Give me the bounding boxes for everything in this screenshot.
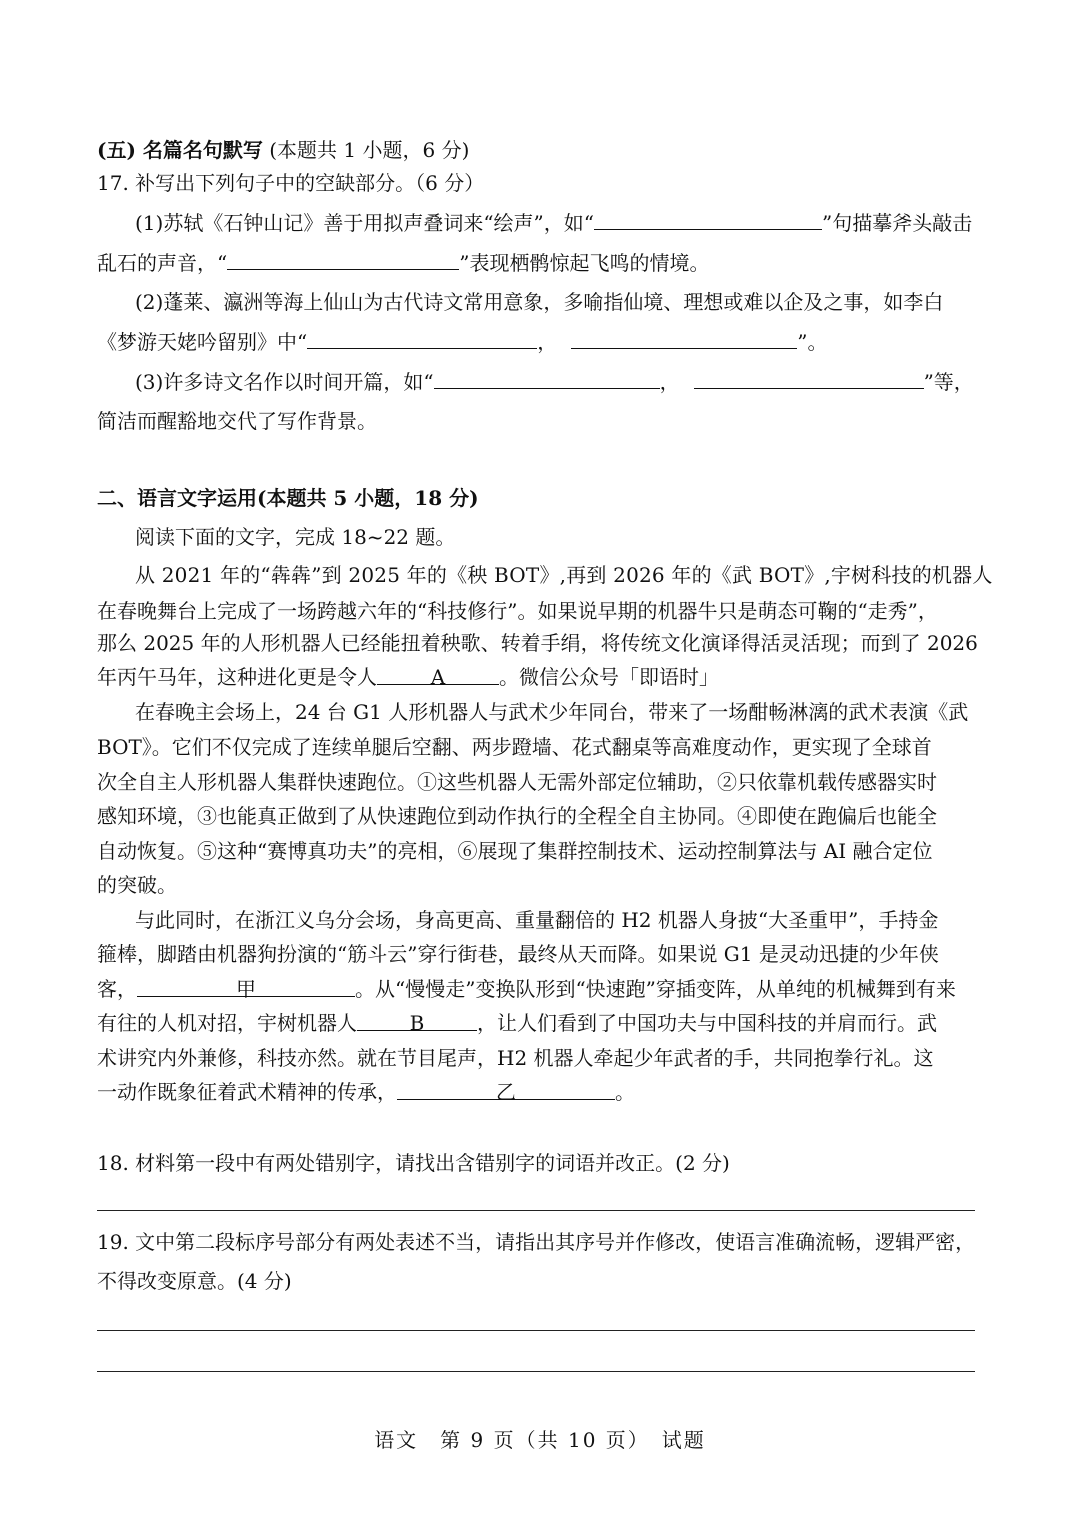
question-18: 18. 材料第一段中有两处错别字，请找出含错别字的词语并改正。(2 分): [97, 1151, 730, 1175]
text: 年丙午马年，这种进化更是令人: [97, 665, 377, 689]
text: 。: [615, 1080, 635, 1104]
para2-line6: 的突破。: [97, 873, 177, 897]
answer-line-19b[interactable]: [97, 1371, 975, 1372]
para2-line1: 在春晚主会场上，24 台 G1 人形机器人与武术少年同台，带来了一场酣畅淋漓的武术表演《武: [135, 700, 969, 724]
section5-note: (本题共 1 小题，6 分): [269, 138, 470, 162]
q17-part1-line2: [97, 247, 709, 278]
para1-line3: 那么 2025 年的人形机器人已经能扭着秧歌、转着手绢，将传统文化演译得活灵活现；而到了 2026: [97, 631, 978, 655]
text: 乱石的声音，“: [97, 251, 228, 275]
para3-line3: [97, 974, 956, 1004]
section2-title: 二、语言文字运用(本题共 5 小题，18 分): [97, 486, 479, 510]
para1-line2: 在春晚舞台上完成了一场跨越六年的“科技修行”。如果说早期的机器牛只是萌态可鞠的“走秀”，: [97, 599, 938, 623]
text: ，: [537, 330, 558, 354]
blank-yi[interactable]: 乙: [397, 1077, 615, 1100]
para1-line1: 从 2021 年的“犇犇”到 2025 年的《秧 BOT》,再到 2026 年的《武 BOT》,宇树科技的机器人: [135, 563, 993, 587]
answer-blank[interactable]: [434, 366, 660, 389]
text: ”表现栖鹘惊起飞鸣的情境。: [459, 251, 710, 275]
para2-line2: BOT》。它们不仅完成了连续单腿后空翻、两步蹬墙、花式翻桌等高难度动作，更实现了全球首: [97, 735, 932, 759]
para3-line1: 与此同时，在浙江义乌分会场，身高更高、重量翻倍的 H2 机器人身披“大圣重甲”，手持金: [135, 908, 939, 932]
text: ”等，: [923, 370, 974, 394]
page-footer: 语文 第 9 页（共 10 页） 试题: [374, 1428, 706, 1452]
text: 有往的人机对招，宇树机器人: [97, 1011, 357, 1035]
text: (3)许多诗文名作以时间开篇，如“: [135, 370, 434, 394]
question-17: 17. 补写出下列句子中的空缺部分。（6 分）: [97, 171, 485, 195]
text: 。微信公众号「即语时」: [499, 665, 719, 689]
section5-heading: [97, 135, 469, 165]
answer-line-19a[interactable]: [97, 1330, 975, 1331]
answer-blank[interactable]: [571, 326, 797, 349]
q17-part1-line1: [135, 207, 972, 238]
answer-line-18[interactable]: [97, 1210, 975, 1211]
answer-blank[interactable]: [227, 247, 459, 270]
q17-part2-line2: [97, 326, 827, 357]
q17-part3-line2: 简洁而醒豁地交代了写作背景。: [97, 409, 377, 433]
text: ”句描摹斧头敲击: [822, 211, 973, 235]
text: ，让人们看到了中国功夫与中国科技的并肩而行。武: [477, 1011, 937, 1035]
text: 。从“慢慢走”变换队形到“快速跑”穿插变阵，从单纯的机械舞到有来: [355, 977, 956, 1001]
text: ，: [659, 370, 680, 394]
para2-line4: 感知环境，③也能真正做到了从快速跑位到动作执行的全程全自主协同。④即使在跑偏后也能全: [97, 804, 937, 828]
q17-part3-line1: [135, 366, 974, 397]
section5-title: (五) 名篇名句默写: [97, 138, 263, 162]
text: 客，: [97, 977, 137, 1001]
para3-line4: [97, 1008, 937, 1038]
text: ”。: [797, 330, 828, 354]
answer-blank[interactable]: [694, 366, 924, 389]
para1-line4: [97, 662, 719, 692]
text: 《梦游天姥吟留别》中“: [97, 330, 308, 354]
answer-blank[interactable]: [307, 326, 537, 349]
answer-blank[interactable]: [594, 207, 822, 230]
para2-line5: 自动恢复。⑤这种“赛博真功夫”的亮相，⑥展现了集群控制技术、运动控制算法与 AI 融合定位: [97, 839, 933, 863]
question-19-line1: 19. 文中第二段标序号部分有两处表述不当，请指出其序号并作修改，使语言准确流畅，逻辑严密，: [97, 1230, 976, 1254]
blank-B[interactable]: B: [357, 1008, 477, 1031]
q17-part2-line1: (2)蓬莱、瀛洲等海上仙山为古代诗文常用意象，多喻指仙境、理想或难以企及之事，如李白: [135, 290, 944, 314]
section2-intro: 阅读下面的文字，完成 18~22 题。: [135, 525, 456, 549]
para3-line6: [97, 1077, 635, 1107]
question-19-line2: 不得改变原意。(4 分): [97, 1269, 292, 1293]
para3-line5: 术讲究内外兼修，科技亦然。就在节目尾声，H2 机器人牵起少年武者的手，共同抱拳行礼。这: [97, 1046, 934, 1070]
blank-jia[interactable]: 甲: [137, 974, 355, 997]
para2-line3: 次全自主人形机器人集群快速跑位。①这些机器人无需外部定位辅助，②只依靠机载传感器实时: [97, 770, 937, 794]
text: 一动作既象征着武术精神的传承，: [97, 1080, 397, 1104]
para3-line2: 箍棒，脚踏由机器狗扮演的“筋斗云”穿行街巷，最终从天而降。如果说 G1 是灵动迅捷的少年侠: [97, 942, 939, 966]
blank-A[interactable]: A: [377, 662, 499, 685]
text: (1)苏轼《石钟山记》善于用拟声叠词来“绘声”，如“: [135, 211, 595, 235]
